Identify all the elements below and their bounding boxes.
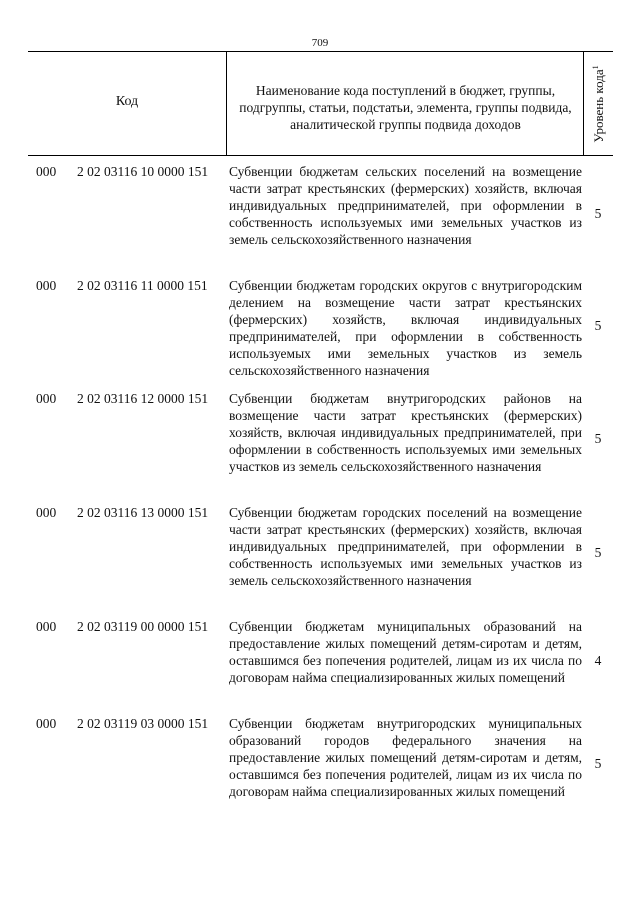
level-column-header [584,52,613,155]
table-header [28,51,613,156]
revenue-name: Субвенции бюджетам внутригородских районов на возмещение части затрат крестьянских (фермерских) хозяйств, включая индивидуальных предпринимателей, при оформлении в собственность используемых ими земельных участков из земель сельскохозяйственного назначения [229,391,582,474]
level-column-label: Уровень кода [590,68,606,143]
code-level: 5 [594,431,602,446]
admin-code: 000 [36,164,57,179]
level-footnote-mark: 1 [590,64,600,69]
revenue-name: Субвенции бюджетам муниципальных образований на предоставление жилых помещений детям-сиротам и детям, оставшимся без попечения родителей, лицам из их числа по договорам найма специализированных жилых помещений [229,619,582,685]
revenue-code: 2 02 03116 13 0000 151 [77,505,209,520]
admin-code: 000 [36,619,57,634]
revenue-name: Субвенции бюджетам городских поселений на возмещение части затрат крестьянских (фермерских) хозяйств, включая индивидуальных предпринимателей, при оформлении в собственность используемых ими земельных участков из земель сельскохозяйственного назначения [229,505,582,588]
name-column-header: Наименование кода поступлений в бюджет, группы, подгруппы, статьи, подстатьи, элемента, группы подвида, аналитической группы подвида доходов [239,83,572,132]
code-level: 5 [594,318,602,333]
admin-code: 000 [36,391,57,406]
column-divider [226,52,227,155]
revenue-name: Субвенции бюджетам городских округов с внутригородским делением на возмещение части затрат крестьянских (фермерских) хозяйств, включая индивидуальных предпринимателей, при оформлении в собственность используемых ими земельных участков из земель сельскохозяйственного назначения [229,278,582,378]
revenue-name: Субвенции бюджетам внутригородских муниципальных образований городов федерального значения на предоставление жилых помещений детям-сиротам и детям, оставшимся без попечения родителей, лицам из их числа по договорам найма специализированных жилых помещений [229,716,582,799]
revenue-name: Субвенции бюджетам сельских поселений на возмещение части затрат крестьянских (фермерских) хозяйств, включая индивидуальных предпринимателей, при оформлении в собственность используемых ими земельных участков из земель сельскохозяйственного назначения [229,164,582,247]
code-level: 5 [594,206,602,221]
page-number: 709 [311,37,329,49]
code-column-header: Код [115,94,139,109]
admin-code: 000 [36,505,57,520]
admin-code: 000 [36,278,57,293]
revenue-code: 2 02 03116 10 0000 151 [77,164,209,179]
revenue-code: 2 02 03116 12 0000 151 [77,391,209,406]
code-level: 5 [594,756,602,771]
revenue-code: 2 02 03116 11 0000 151 [77,278,208,293]
admin-code: 000 [36,716,57,731]
revenue-code: 2 02 03119 00 0000 151 [77,619,209,634]
code-level: 4 [594,653,602,668]
revenue-code: 2 02 03119 03 0000 151 [77,716,209,731]
code-level: 5 [594,545,602,560]
